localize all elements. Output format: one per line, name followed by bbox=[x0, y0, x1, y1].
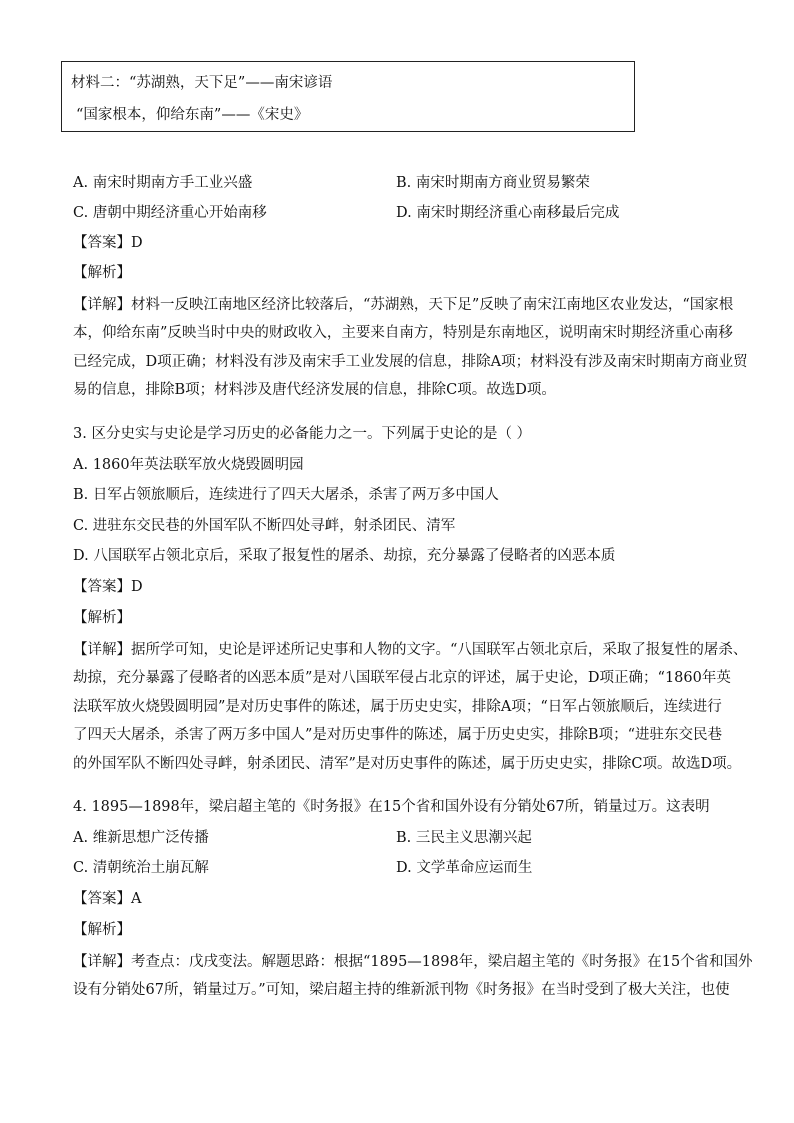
q4-detail-line: 【详解】考查点：戊戌变法。解题思路：根据“1895—1898年，梁启超主笔的《时务报》在15个省和国外 bbox=[73, 954, 753, 970]
q2-detail-line: 本，仰给东南”反映当时中央的财政收入，主要来自南方，特别是东南地区，说明南宋时期经济重心南移 bbox=[73, 325, 733, 342]
q3-detail-line: 的外国军队不断四处寻衅，射杀团民、清军”是对历史事件的陈述，属于历史史实，排除C项。故选D项。 bbox=[73, 755, 742, 772]
q4-answer: 【答案】A bbox=[73, 891, 142, 907]
q3-question: 3. 区分史实与史论是学习历史的必备能力之一。下列属于史论的是（ ） bbox=[73, 426, 532, 442]
material-line-1: 材料二：“苏湖熟，天下足”——南宋谚语 bbox=[71, 75, 333, 91]
q2-detail-line: 易的信息，排除B项；材料涉及唐代经济发展的信息，排除C项。故选D项。 bbox=[73, 382, 556, 399]
q3-detail-line: 法联军放火烧毁圆明园”是对历史事件的陈述，属于历史史实，排除A项；“日军占领旅顺后，连续进行 bbox=[73, 698, 722, 715]
q3-answer: 【答案】D bbox=[73, 579, 143, 595]
q3-detail-line: 劫掠，充分暴露了侵略者的凶恶本质”是对八国联军侵占北京的评述，属于史论，D项正确；“1860年英 bbox=[73, 670, 731, 687]
q2-option-b: B. 南宋时期南方商业贸易繁荣 bbox=[396, 175, 590, 191]
q3-option-a: A. 1860年英法联军放火烧毁圆明园 bbox=[73, 457, 304, 473]
q4-option-d: D. 文学革命应运而生 bbox=[396, 860, 533, 876]
q4-analysis-heading: 【解析】 bbox=[73, 922, 131, 938]
q4-detail bbox=[73, 948, 753, 1005]
q3-detail-line: 【详解】据所学可知，史论是评述所记史事和人物的文字。“八国联军占领北京后，采取了报复性的屠杀、 bbox=[73, 642, 748, 658]
q2-detail-line: 已经完成，D项正确；材料没有涉及南宋手工业发展的信息，排除A项；材料没有涉及南宋时期南方商业贸 bbox=[73, 353, 748, 370]
q2-detail-line: 【详解】材料一反映江南地区经济比较落后，“苏湖熟，天下足”反映了南宋江南地区农业发达，“国家根 bbox=[73, 297, 734, 313]
material-line-2: “国家根本，仰给东南”——《宋史》 bbox=[76, 107, 309, 123]
q2-analysis-heading: 【解析】 bbox=[73, 265, 131, 281]
q4-option-c: C. 清朝统治土崩瓦解 bbox=[73, 860, 209, 876]
q3-analysis-heading: 【解析】 bbox=[73, 610, 131, 626]
q3-detail bbox=[73, 636, 748, 778]
q4-detail-line: 设有分销处67所，销量过万。”可知，梁启超主持的维新派刊物《时务报》在当时受到了极大关注，也使 bbox=[73, 982, 730, 999]
q3-option-d: D. 八国联军占领北京后，采取了报复性的屠杀、劫掠，充分暴露了侵略者的凶恶本质 bbox=[73, 548, 616, 564]
q2-detail bbox=[73, 291, 748, 405]
q4-question: 4. 1895—1898年，梁启超主笔的《时务报》在15个省和国外设有分销处67所，销量过万。这表明 bbox=[73, 799, 710, 815]
q4-option-a: A. 维新思想广泛传播 bbox=[73, 830, 209, 846]
q2-answer: 【答案】D bbox=[73, 235, 143, 251]
q2-option-d: D. 南宋时期经济重心南移最后完成 bbox=[396, 205, 620, 221]
q3-detail-line: 了四天大屠杀，杀害了两万多中国人”是对历史事件的陈述，属于历史史实，排除B项；“进驻东交民巷 bbox=[73, 727, 722, 744]
q2-option-a: A. 南宋时期南方手工业兴盛 bbox=[73, 175, 253, 191]
q3-option-b: B. 日军占领旅顺后，连续进行了四天大屠杀，杀害了两万多中国人 bbox=[73, 487, 499, 503]
q4-option-b: B. 三民主义思潮兴起 bbox=[396, 830, 532, 846]
material-box bbox=[61, 61, 635, 132]
q3-option-c: C. 进驻东交民巷的外国军队不断四处寻衅，射杀团民、清军 bbox=[73, 518, 456, 534]
q2-option-c: C. 唐朝中期经济重心开始南移 bbox=[73, 205, 267, 221]
